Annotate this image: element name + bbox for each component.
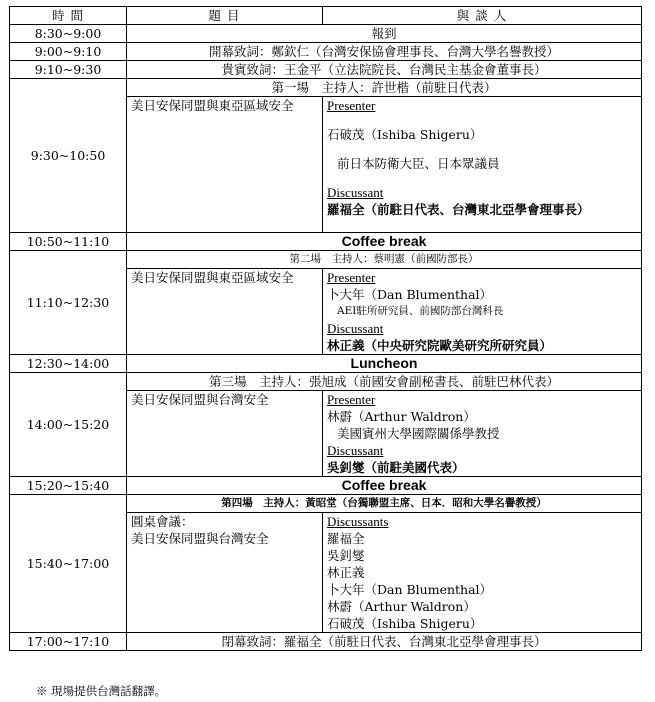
break1-time: 10:50~11:10: [10, 233, 127, 251]
presenter-label: Presenter: [327, 270, 376, 285]
discussant-label: Discussant: [327, 185, 384, 200]
presenter-name: 林霨（Arthur Waldron）: [327, 409, 476, 424]
opening-remarks: 開幕致詞：鄭欽仁（台灣安保協會理事長、台灣大學名譽教授）: [127, 43, 642, 61]
header-topic: 題 目: [127, 7, 323, 25]
closing-remarks: 閉幕致詞：羅福全（前駐日代表、台灣東北亞學會理事長）: [127, 633, 642, 651]
time-cell: 8:30~9:00: [10, 25, 127, 43]
presenter-name: 石破茂（Ishiba Shigeru）: [327, 127, 483, 142]
session3-time: 14:00~15:20: [10, 373, 127, 477]
discussants-label: Discussants: [327, 514, 389, 529]
closing-time: 17:00~17:10: [10, 633, 127, 651]
session4-time: 15:40~17:00: [10, 495, 127, 633]
break1-label: Coffee break: [127, 233, 642, 251]
session2-topic: 美日安保同盟與東亞區域安全: [127, 269, 323, 355]
session3-title-row: [10, 373, 642, 391]
footnote-text: 現場提供台灣話翻譯。: [51, 684, 167, 698]
lunch-row: [10, 355, 642, 373]
session1-time: 9:30~10:50: [10, 79, 127, 233]
agenda-table: [9, 6, 642, 651]
row-guest: [10, 61, 642, 79]
time-cell: 9:00~9:10: [10, 43, 127, 61]
session4-speakers: [323, 513, 642, 633]
row-registration: [10, 25, 642, 43]
header-time: 時 間: [10, 7, 127, 25]
session1-topic: 美日安保同盟與東亞區域安全: [127, 97, 323, 233]
presenter-title: 前日本防衛大臣、日本眾議員: [337, 156, 500, 171]
footnote: [36, 683, 166, 699]
discussant-label: Discussant: [327, 443, 384, 458]
discussant-item: 石破茂（Ishiba Shigeru）: [327, 616, 483, 631]
presenter-name: 卜大年（Dan Blumenthal）: [327, 287, 493, 302]
header-row: [10, 7, 642, 25]
lunch-time: 12:30~14:00: [10, 355, 127, 373]
session4-title-row: [10, 495, 642, 513]
session3-topic: 美日安保同盟與台灣安全: [127, 391, 323, 477]
discussant-item: 吳釗燮: [327, 548, 365, 563]
presenter-title: 美國賓州大學國際關係學教授: [337, 426, 500, 441]
presenter-label: Presenter: [327, 98, 376, 113]
discussant-name: 林正義（中央研究院歐美研究所研究員）: [327, 338, 553, 353]
presenter-label: Presenter: [327, 392, 376, 407]
discussant-name: 吳釗燮（前駐美國代表）: [327, 460, 465, 475]
session2-speakers: [323, 269, 642, 355]
session1-speakers: [323, 97, 642, 233]
discussant-name: 羅福全（前駐日代表、台灣東北亞學會理事長）: [327, 202, 590, 217]
session2-title-row: [10, 251, 642, 269]
break2-row: [10, 477, 642, 495]
topic-line: 圓桌會議：: [131, 514, 194, 529]
session4-title: 第四場 主持人：黃昭堂（台獨聯盟主席、日本．昭和大學名譽教授）: [127, 495, 642, 513]
session2-time: 11:10~12:30: [10, 251, 127, 355]
session2-title: 第二場 主持人：蔡明憲（前國防部長）: [127, 251, 642, 269]
row-opening: [10, 43, 642, 61]
time-cell: 9:10~9:30: [10, 61, 127, 79]
header-speakers: 與 談 人: [323, 7, 642, 25]
discussant-item: 林霨（Arthur Waldron）: [327, 599, 476, 614]
discussant-label: Discussant: [327, 321, 384, 336]
registration-cell: 報到: [127, 25, 642, 43]
break1-row: [10, 233, 642, 251]
session4-topic: [127, 513, 323, 633]
presenter-title: AEI駐所研究員、前國防部台灣科長: [337, 305, 504, 317]
discussant-item: 羅福全: [327, 531, 365, 546]
session3-speakers: [323, 391, 642, 477]
lunch-label: Luncheon: [127, 355, 642, 373]
reference-mark-icon: ※: [36, 684, 48, 698]
session3-title: 第三場 主持人：張旭成（前國安會副秘書長、前駐巴林代表）: [127, 373, 642, 391]
topic-line: 美日安保同盟與台灣安全: [131, 531, 269, 546]
break2-label: Coffee break: [127, 477, 642, 495]
session1-title: 第一場 主持人：許世楷（前駐日代表）: [127, 79, 642, 97]
closing-row: [10, 633, 642, 651]
discussant-item: 卜大年（Dan Blumenthal）: [327, 582, 493, 597]
discussant-item: 林正義: [327, 565, 365, 580]
guest-remarks: 貴賓致詞：王金平（立法院院長、台灣民主基金會董事長）: [127, 61, 642, 79]
session1-title-row: [10, 79, 642, 97]
break2-time: 15:20~15:40: [10, 477, 127, 495]
